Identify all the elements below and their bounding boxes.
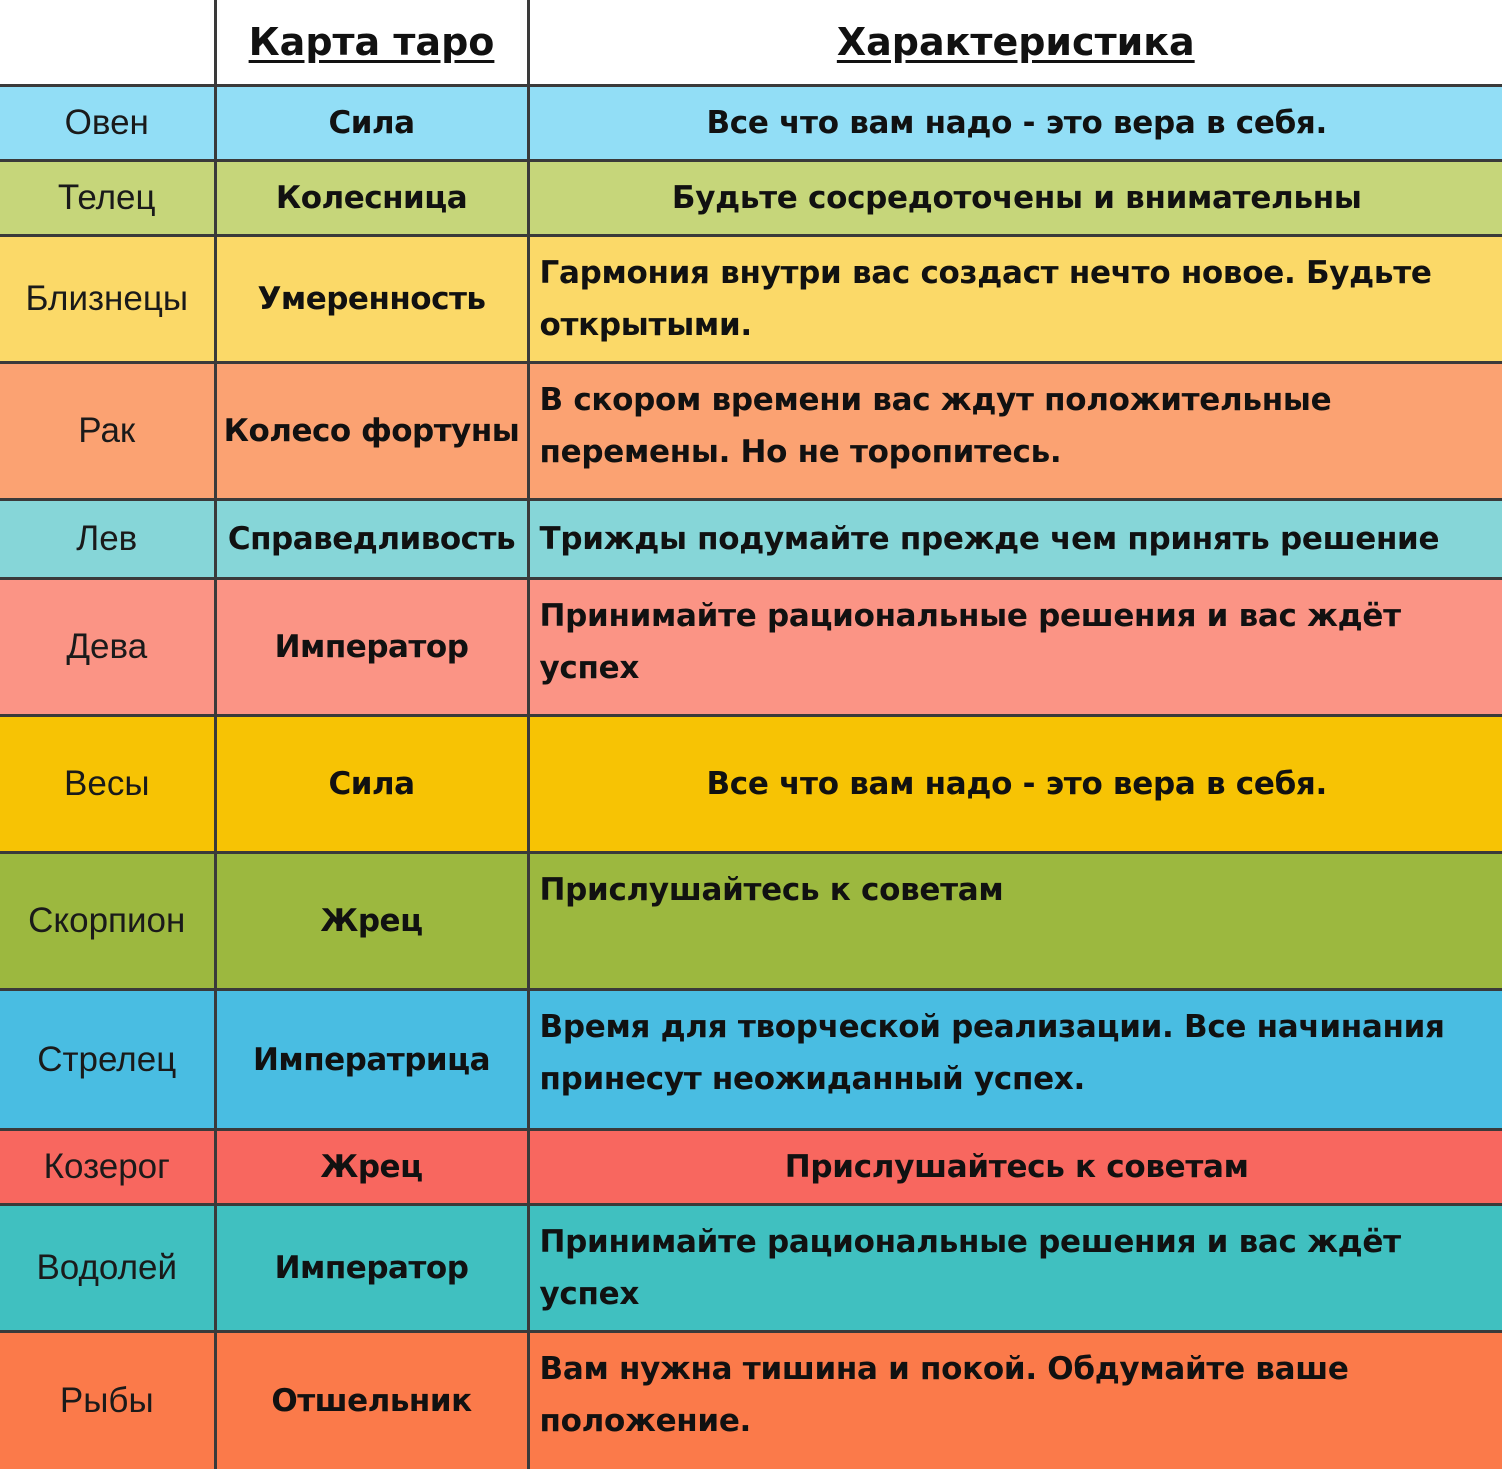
sign-cell: Рак bbox=[0, 363, 215, 500]
description-cell: Все что вам надо - это вера в себя. bbox=[528, 716, 1502, 853]
card-cell: Колесница bbox=[215, 161, 528, 236]
description-cell: В скором времени вас ждут положительные перемены. Но не торопитесь. bbox=[528, 363, 1502, 500]
description-cell: Все что вам надо - это вера в себя. bbox=[528, 86, 1502, 161]
description-cell: Вам нужна тишина и покой. Обдумайте ваше положение. bbox=[528, 1332, 1502, 1469]
table-row bbox=[0, 853, 1502, 990]
table-row bbox=[0, 579, 1502, 716]
sign-cell: Телец bbox=[0, 161, 215, 236]
description-cell: Принимайте рациональные решения и вас ждёт успех bbox=[528, 579, 1502, 716]
sign-cell: Водолей bbox=[0, 1205, 215, 1332]
card-cell: Отшельник bbox=[215, 1332, 528, 1469]
header-sign bbox=[0, 0, 215, 86]
sign-cell: Лев bbox=[0, 500, 215, 579]
sign-cell: Козерог bbox=[0, 1130, 215, 1205]
description-cell: Трижды подумайте прежде чем принять решение bbox=[528, 500, 1502, 579]
card-cell: Сила bbox=[215, 86, 528, 161]
sign-cell: Скорпион bbox=[0, 853, 215, 990]
header-row bbox=[0, 0, 1502, 86]
card-cell: Жрец bbox=[215, 1130, 528, 1205]
description-cell: Прислушайтесь к советам bbox=[528, 1130, 1502, 1205]
card-cell: Справедливость bbox=[215, 500, 528, 579]
table-row bbox=[0, 990, 1502, 1130]
sign-cell: Рыбы bbox=[0, 1332, 215, 1469]
table-row bbox=[0, 86, 1502, 161]
sign-cell: Дева bbox=[0, 579, 215, 716]
table-row bbox=[0, 363, 1502, 500]
sign-cell: Овен bbox=[0, 86, 215, 161]
card-cell: Императрица bbox=[215, 990, 528, 1130]
header-card: Карта таро bbox=[215, 0, 528, 86]
card-cell: Жрец bbox=[215, 853, 528, 990]
table-row bbox=[0, 1332, 1502, 1469]
card-cell: Император bbox=[215, 1205, 528, 1332]
table-row bbox=[0, 236, 1502, 363]
card-cell: Император bbox=[215, 579, 528, 716]
sign-cell: Близнецы bbox=[0, 236, 215, 363]
description-cell: Гармония внутри вас создаст нечто новое. Будьте открытыми. bbox=[528, 236, 1502, 363]
card-cell: Сила bbox=[215, 716, 528, 853]
table-row bbox=[0, 500, 1502, 579]
card-cell: Умеренность bbox=[215, 236, 528, 363]
card-cell: Колесо фортуны bbox=[215, 363, 528, 500]
table-row bbox=[0, 1205, 1502, 1332]
table-row bbox=[0, 716, 1502, 853]
description-cell: Прислушайтесь к советам bbox=[528, 853, 1502, 990]
header-description: Характеристика bbox=[528, 0, 1502, 86]
description-cell: Принимайте рациональные решения и вас ждёт успех bbox=[528, 1205, 1502, 1332]
sign-cell: Стрелец bbox=[0, 990, 215, 1130]
sign-cell: Весы bbox=[0, 716, 215, 853]
table-row bbox=[0, 161, 1502, 236]
table-row bbox=[0, 1130, 1502, 1205]
description-cell: Время для творческой реализации. Все начинания принесут неожиданный успех. bbox=[528, 990, 1502, 1130]
description-cell: Будьте сосредоточены и внимательны bbox=[528, 161, 1502, 236]
